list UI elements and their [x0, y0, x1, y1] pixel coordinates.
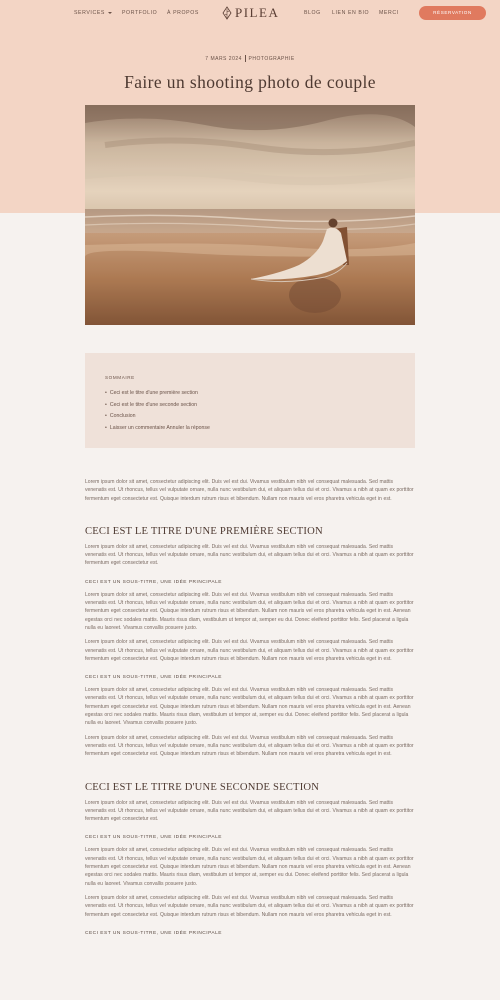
toc-title: SOMMAIRE — [105, 375, 135, 380]
logo[interactable] — [222, 5, 279, 21]
main-nav — [0, 0, 500, 28]
chevron-down-icon — [108, 12, 112, 14]
paragraph: Lorem ipsum dolor sit amet, consectetur adipiscing elit. Duis vel est dui. Vivamus vestibulum nibh vel consequat malesuada. Sed mattis venenatis est. Ut rhoncus, tellus vel vulputate ornare, nulla nunc vestibulum dui, et aliquam tellus dui et orci. Vivamus a nibh at quam ex porttitor fermentum eget consectetur est. — [85, 543, 414, 567]
nav-services[interactable] — [74, 10, 112, 17]
intro-paragraph: Lorem ipsum dolor sit amet, consectetur adipiscing elit. Duis vel est dui. Vivamus vestibulum nibh vel consequat malesuada. Sed mattis venenatis est. Ut rhoncus, tellus vel vulputate ornare, nulla nunc vestibulum dui, et aliquam tellus dui et orci. Vivamus a nibh at quam ex porttitor fermentum eget consectetur est. Quisque interdum rutrum risus et bibendum. Nullam non mauris vel eros pharetra vehicula eget in est. — [85, 479, 414, 502]
post-meta — [0, 55, 500, 62]
section-1-title: CECI EST LE TITRE D'UNE PREMIÈRE SECTION — [85, 525, 323, 537]
subtitle: CECI EST UN SOUS-TITRE, UNE IDÉE PRINCIPALE — [85, 675, 222, 681]
nav-about[interactable]: À PROPOS — [167, 10, 199, 16]
paragraph: Lorem ipsum dolor sit amet, consectetur adipiscing elit. Duis vel est dui. Vivamus vestibulum nibh vel consequat malesuada. Sed mattis venenatis est. Ut rhoncus, tellus vel vulputate ornare, nulla nunc vestibulum dui, et aliquam tellus dui et orci. Vivamus a nibh at quam ex porttitor fermentum eget consectetur est. Quisque interdum rutrum risus et bibendum. Nullam non mauris vel eros pharetra vehicula eget in est. Aenean egestas orci nec sodales mattis. Mauris risus diam, vestibulum ut tempor at, semper eu dui. Donec eleifend porttitor felis. Sed placerat a ligula nulla eu laoreet. Vivamus convallis posuere justo. — [85, 591, 414, 631]
page-title: Faire un shooting photo de couple — [124, 72, 376, 92]
table-of-contents — [85, 353, 415, 448]
nav-portfolio[interactable]: PORTFOLIO — [122, 10, 158, 16]
meta-divider — [245, 55, 246, 62]
featured-image — [85, 105, 415, 325]
section-2-title: CECI EST LE TITRE D'UNE SECONDE SECTION — [85, 781, 320, 793]
paragraph: Lorem ipsum dolor sit amet, consectetur adipiscing elit. Duis vel est dui. Vivamus vestibulum nibh vel consequat malesuada. Sed mattis venenatis est. Ut rhoncus, tellus vel vulputate ornare, nulla nunc vestibulum dui, et aliquam tellus dui et orci. Vivamus a nibh at quam ex porttitor fermentum eget consectetur est. Quisque interdum rutrum risus et bibendum. Nullam non mauris vel eros pharetra vehicula eget in est. — [85, 639, 414, 662]
nav-blog[interactable]: BLOG — [304, 10, 321, 16]
paragraph: Lorem ipsum dolor sit amet, consectetur adipiscing elit. Duis vel est dui. Vivamus vestibulum nibh vel consequat malesuada. Sed mattis venenatis est. Ut rhoncus, tellus vel vulputate ornare, nulla nunc vestibulum dui, et aliquam tellus dui et orci. Vivamus a nibh at quam ex porttitor fermentum eget consectetur est. Quisque interdum rutrum risus et bibendum. Nullam non mauris vel eros pharetra vehicula eget in est. Aenean egestas orci nec sodales mattis. Mauris risus diam, vestibulum ut tempor at, semper eu dui. Donec eleifend porttitor felis. Sed placerat a ligula nulla eu laoreet. Vivamus convallis posuere justo. — [85, 847, 414, 887]
logo-text: PILEA — [235, 5, 280, 20]
leaf-logo-icon — [222, 6, 232, 20]
toc-list — [105, 388, 210, 434]
toc-item[interactable]: • Ceci est le titre d'une première section — [105, 388, 210, 400]
nav-link-in-bio[interactable]: LIEN EN BIO — [332, 10, 370, 16]
booking-button[interactable]: RÉSERVATION — [419, 6, 486, 20]
subtitle: CECI EST UN SOUS-TITRE, UNE IDÉE PRINCIPALE — [85, 579, 222, 585]
article-body — [85, 478, 415, 942]
toc-item[interactable]: • Laisser un commentaire Annuler la réponse — [105, 423, 210, 435]
toc-item[interactable]: • Conclusion — [105, 411, 210, 423]
subtitle: CECI EST UN SOUS-TITRE, UNE IDÉE PRINCIPALE — [85, 835, 222, 841]
paragraph: Lorem ipsum dolor sit amet, consectetur adipiscing elit. Duis vel est dui. Vivamus vestibulum nibh vel consequat malesuada. Sed mattis venenatis est. Ut rhoncus, tellus vel vulputate ornare, nulla nunc vestibulum dui, et aliquam tellus dui et orci. Vivamus a nibh at quam ex porttitor fermentum eget consectetur est. — [85, 799, 414, 823]
subtitle: CECI EST UN SOUS-TITRE, UNE IDÉE PRINCIPALE — [85, 930, 222, 936]
post-date: 7 MARS 2024 — [205, 55, 242, 62]
toc-item[interactable]: • Ceci est le titre d'une seconde section — [105, 400, 210, 412]
post-category-link[interactable]: PHOTOGRAPHIE — [248, 55, 295, 62]
paragraph: Lorem ipsum dolor sit amet, consectetur adipiscing elit. Duis vel est dui. Vivamus vestibulum nibh vel consequat malesuada. Sed mattis venenatis est. Ut rhoncus, tellus vel vulputate ornare, nulla nunc vestibulum dui, et aliquam tellus dui et orci. Vivamus a nibh at quam ex porttitor fermentum eget consectetur est. Quisque interdum rutrum risus et bibendum. Nullam non mauris vel eros pharetra vehicula eget in est. — [85, 734, 414, 758]
nav-thanks[interactable]: MERCI — [379, 10, 399, 16]
beach-photo — [85, 105, 415, 325]
paragraph: Lorem ipsum dolor sit amet, consectetur adipiscing elit. Duis vel est dui. Vivamus vestibulum nibh vel consequat malesuada. Sed mattis venenatis est. Ut rhoncus, tellus vel vulputate ornare, nulla nunc vestibulum dui, et aliquam tellus dui et orci. Vivamus a nibh at quam ex porttitor fermentum eget consectetur est. Quisque interdum rutrum risus et bibendum. Nullam non mauris vel eros pharetra vehicula eget in est. — [85, 894, 414, 918]
paragraph: Lorem ipsum dolor sit amet, consectetur adipiscing elit. Duis vel est dui. Vivamus vestibulum nibh vel consequat malesuada. Sed mattis venenatis est. Ut rhoncus, tellus vel vulputate ornare, nulla nunc vestibulum dui, et aliquam tellus dui et orci. Vivamus a nibh at quam ex porttitor fermentum eget consectetur est. Quisque interdum rutrum risus et bibendum. Nullam non mauris vel eros pharetra vehicula eget in est. Aenean egestas orci nec sodales mattis. Mauris risus diam, vestibulum ut tempor at, semper eu dui. Donec eleifend porttitor felis. Sed placerat a ligula nulla eu laoreet. Vivamus convallis posuere justo. — [85, 687, 414, 727]
nav-services-label: SERVICES — [74, 10, 105, 16]
